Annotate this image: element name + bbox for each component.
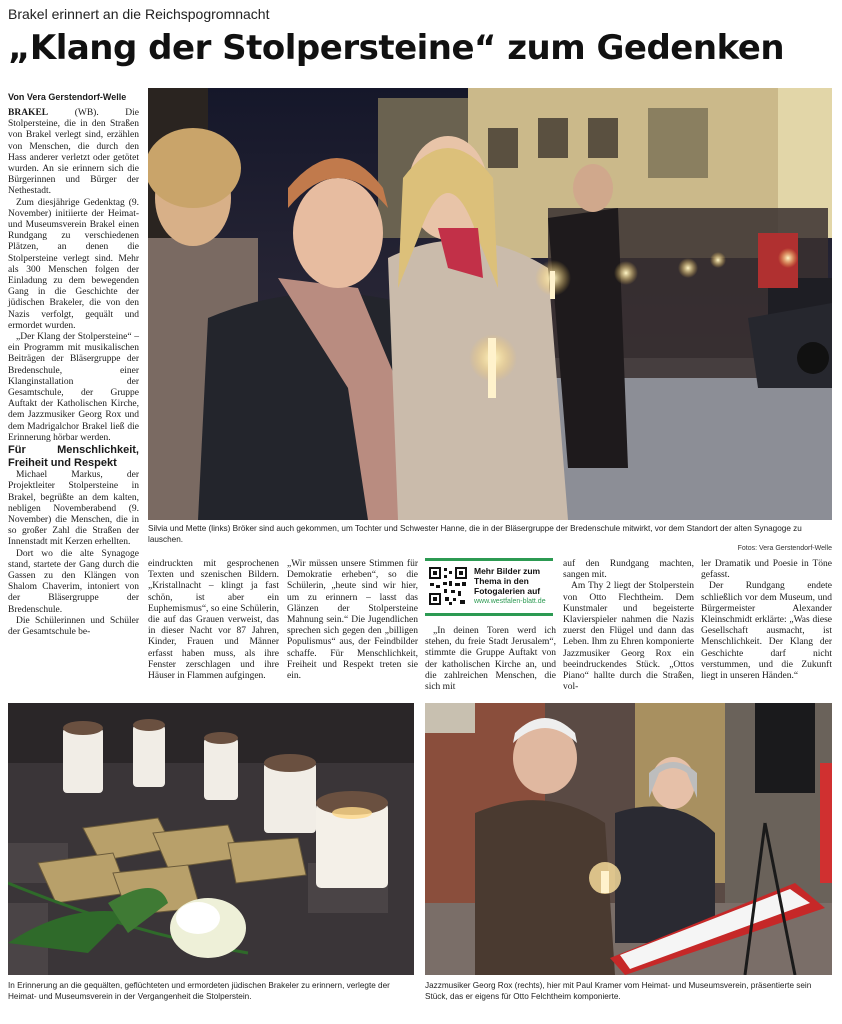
paragraph: „Der Klang der Stolpersteine“ – ein Programm mit musikalischen Beiträgen der Bläsergruppe der Bredenschule, einer Klanginstallation der Gesamtschule, der Gruppe Auftakt der Katholischen Kirche, dem Jazzmusiker Georg Rox und dem Madrigalchor Brakel ließ die Erinnerung hörbar werden. [8,332,139,443]
qr-url-link[interactable]: www.westfalen-blatt.de [474,598,546,605]
paragraph: Die Schülerinnen und Schüler der Gesamtschule be- [8,615,139,637]
qr-text-line: Thema in den [474,576,529,586]
photo-credit: Fotos: Vera Gerstendorf-Welle [737,545,832,552]
paragraph: Der Rundgang endete schließlich vor dem Museum, und Bürgermeister Alexander Kleinschmidt erklärte: „Was diese Gesellschaft ausmacht, ist Menschlichkeit. Der Klang der Geschichte darf nicht verstummen, und die Zukunft liegt in unseren Händen.“ [701,581,832,682]
article-column-1 [8,108,139,696]
qr-code-icon [427,565,469,607]
stolpersteine-photo [8,703,414,975]
stolpersteine-candles-image [8,703,414,975]
paragraph: Dort wo die alte Synagoge stand, startete der Gang durch die Gassen zu den Klängen von Shalom Chaverim, intoniert von der Bläsergruppe der Bredenschule. [8,548,139,615]
article-column-3 [287,559,418,695]
main-photo [148,88,832,520]
paragraph: ler Dramatik und Poesie in Töne gefasst. [701,559,832,581]
jazz-musician-image [425,703,832,975]
musician-photo-caption: Jazzmusiker Georg Rox (rechts), hier mit Paul Kramer vom Heimat- und Museumsverein, präsentierte sein Stück, das er eigens für Otto Felchtheim komponierte. [425,981,812,1001]
paragraph: „In deinen Toren werd ich stehen, du freie Stadt Jerusalem“, stimmte die Gruppe Auftakt von der katholischen Kirche an, und die zahlreichen Menschen, die sich mit [425,626,556,693]
main-photo-caption: Silvia und Mette (links) Bröker sind auch gekommen, um Tochter und Schwester Hanne, die in der Bläsergruppe der Bredenschule mitwirkt, vor dem Standort der alten Synagoge zu lauschen. [148,524,802,544]
intro-text: (WB). Die Stolpersteine, die in den Straßen von Brakel verlegt sind, erzählen von Menschen, die durch den Hass anderer verletzt oder getötet wurden. An sie erinnern sich die Bürgerinnen und Bürger der Nethestadt. [8,108,139,197]
musician-photo [425,703,832,975]
paragraph: „Wir müssen unsere Stimmen für Demokratie erheben“, so die Schülerin, „heute sind wir hier, um zu erinnern – lasst das Glänzen der Stolpersteine Mahnung sein.“ Die Jugendlichen sprechen sich gegen den „billigen Populismus“ aus, der Feindbilder schaffe. Für Menschlichkeit, Freiheit und Respekt treten sie ein. [287,559,418,682]
paragraph: Zum diesjährige Gedenktag (9. November) initiierte der Heimat- und Museumsverein Brakel einen Rundgang zu verschiedenen Plätzen, an denen die Stolpersteine verlegt sind. Mehr als 300 Menschen folgen der Einladung zu dem bewegenden Gang in die Geschichte der jüdischen Brakeler, die von den Nazis verfolgt, gequält und ermordet wurden. [8,197,139,331]
qr-promo-box[interactable] [425,558,553,616]
article-column-4 [425,626,556,696]
qr-text-line: Fotogalerien auf [474,586,541,596]
dateline: BRAKEL [8,108,49,118]
subheading: Für Menschlichkeit, Freiheit und Respekt [8,444,139,470]
article-column-6 [701,559,832,695]
intro-paragraph [8,108,139,198]
byline: Von Vera Gerstendorf-Welle [8,92,127,102]
paragraph: Am Thy 2 liegt der Stolperstein von Otto Flechtheim. Dem Kunstmaler und begeisterte Klavierspieler nahmen die Nazis zuerst den Flügel und dann das Leben. Ihm zu Ehren komponierte Jazzmusiker Georg Rox ein beeindruckendes Stück. „Ottos Piano“ hallte durch die Straßen, vol- [563,581,694,693]
qr-text-line: Mehr Bilder zum [474,566,541,576]
paragraph: eindruckten mit gesprochenen Texten und szenischen Bildern. „Kristallnacht – klingt ja fast schön, ist aber ein Euphemismus“, so eine Schülerin, die auf das Grauen verweist, das in dieser Nacht vor 87 Jahren, Kinder, Frauen und Männer erfasst haben muss, als ihre Fenster zerschlagen und ihre Häuser in Flammen aufgingen. [148,559,279,682]
headline: „Klang der Stolpersteine“ zum Gedenken [8,28,785,68]
paragraph: Michael Markus, der Projektleiter Stolpersteine in Brakel, begrüßte an dem kalten, nebligen Novemberabend (9. November) die Menschen, die in so großer Zahl die Straßen der Innenstadt mit Kerzen erhellten. [8,470,139,548]
stolpersteine-photo-caption: In Erinnerung an die gequälten, geflüchteten und ermordeten jüdischen Brakeler zu erinnern, verlegte der Heimat- und Museumsverein in der Vergangenheit die Stolperstein. [8,981,390,1001]
paragraph: auf den Rundgang machten, sangen mit. [563,559,694,581]
candlelight-crowd-image [148,88,832,520]
article-column-2 [148,559,279,695]
article-column-5 [563,559,694,695]
kicker: Brakel erinnert an die Reichspogromnacht [8,6,270,22]
